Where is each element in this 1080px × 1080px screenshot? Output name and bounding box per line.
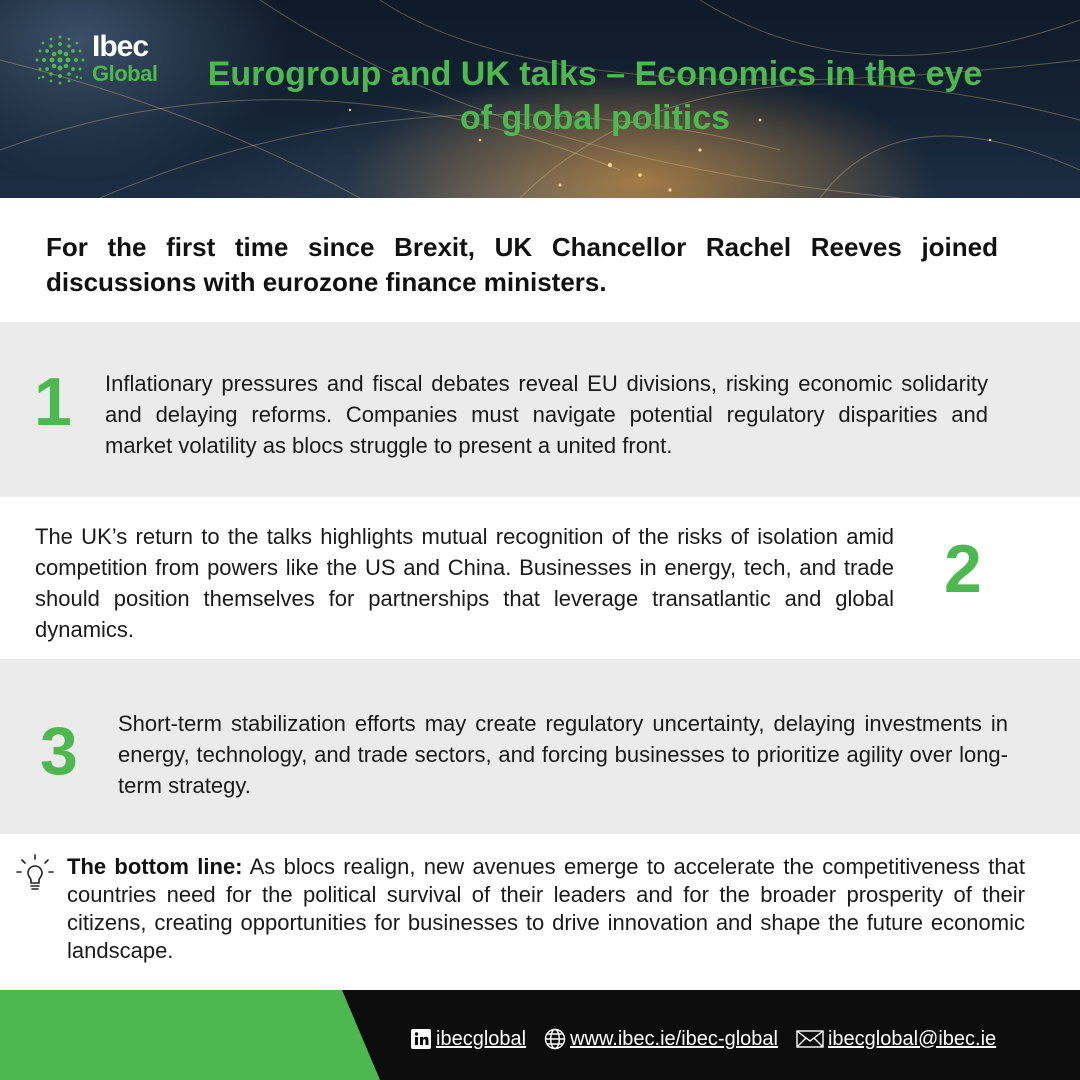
bottom-line-text: As blocs realign, new avenues emerge to accelerate the competitiveness that countries need for the political survival of their leaders and for the broader prosperity of their citizens, creating opportunities for businesses to drive innovation and shape the future economic landscape. [67, 854, 1025, 963]
point-text: Inflationary pressures and fiscal debates reveal EU divisions, risking economic solidarity and delaying reforms. Companies must navigate potential regulatory disparities and market volatility as blocs struggle to present a united front. [105, 371, 988, 458]
point-text: Short-term stabilization efforts may create regulatory uncertainty, delaying investments in energy, technology, and trade sectors, and forcing businesses to prioritize agility over long-term strategy. [118, 711, 1008, 798]
footer-contacts [410, 1026, 996, 1052]
logo-text-global: Global [92, 61, 158, 86]
page-title: Eurogroup and UK talks – Economics in the eye of global politics [207, 55, 983, 137]
linkedin-icon [410, 1028, 432, 1050]
point-number: 1 [34, 364, 72, 440]
bottom-line-label: The bottom line: [67, 854, 243, 879]
envelope-icon [796, 1029, 824, 1049]
email-address: ibecglobal@ibec.ie [827, 1027, 997, 1050]
linkedin-link[interactable] [410, 1028, 526, 1051]
point-number: 2 [944, 531, 982, 607]
point-2-band [0, 497, 1080, 659]
lightbulb-icon [16, 854, 54, 894]
footer [0, 990, 1080, 1080]
header-banner [0, 0, 1080, 198]
website-url: www.ibec.ie/ibec-global [570, 1027, 778, 1050]
email-link[interactable] [796, 1028, 996, 1051]
point-text: The UK’s return to the talks highlights mutual recognition of the risks of isolation amid competition from powers like the US and China. Businesses in energy, tech, and trade should position themselves for partnerships that leverage transatlantic and global dynamics. [35, 524, 894, 642]
logo-text-ibec: Ibec [92, 30, 149, 63]
linkedin-handle: ibecglobal [436, 1027, 527, 1050]
point-3-band [0, 659, 1080, 834]
website-link[interactable] [544, 1028, 778, 1051]
point-1-band [0, 322, 1080, 497]
logo-dot-globe-icon [32, 32, 88, 88]
globe-icon [544, 1028, 566, 1050]
point-number: 3 [40, 713, 78, 789]
bottom-line-paragraph [67, 853, 1025, 965]
intro-statement: For the first time since Brexit, UK Chancellor Rachel Reeves joined discussions with eurozone finance ministers. [46, 232, 998, 297]
footer-green-wedge [0, 990, 400, 1080]
ibec-global-logo[interactable] [32, 32, 172, 92]
